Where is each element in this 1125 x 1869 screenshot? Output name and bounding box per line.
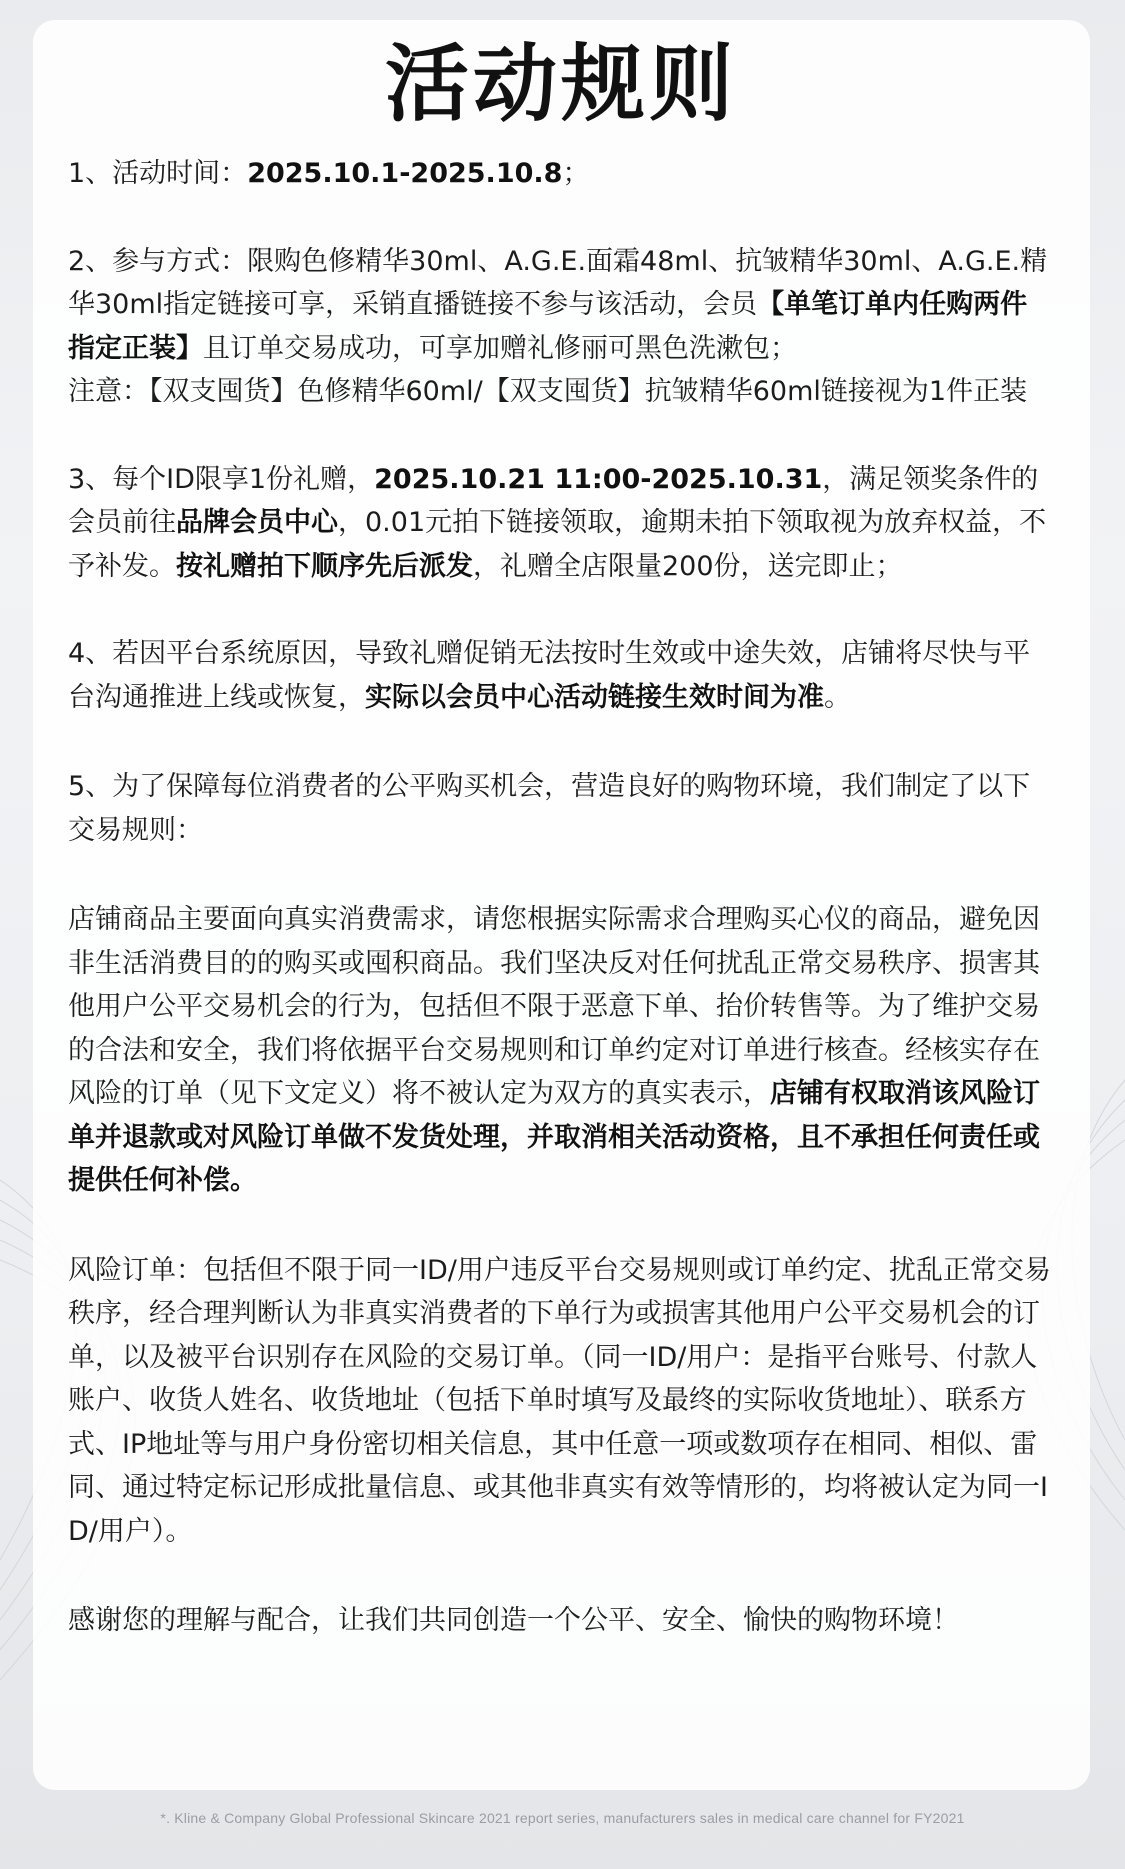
rule-4 — [68, 632, 1054, 719]
rule-4-bold-a: 实际以会员中心活动链接生效时间为准 — [365, 681, 824, 713]
thanks-message: 感谢您的理解与配合，让我们共同创造一个公平、安全、愉快的购物环境！ — [68, 1605, 959, 1636]
rule-1-prefix: 1、活动时间： — [68, 158, 248, 189]
rule-2 — [68, 240, 1054, 371]
trade-rules — [68, 898, 1054, 1203]
rule-3-bold-b: 品牌会员中心 — [176, 507, 338, 538]
rule-3-text-a: 3、每个ID限享1份礼赠， — [68, 463, 375, 495]
rule-5: 5、为了保障每位消费者的公平购买机会，营造良好的购物环境，我们制定了以下交易规则： — [68, 771, 1031, 846]
rule-1-suffix: ； — [562, 158, 590, 189]
rule-2-text-b: 且订单交易成功，可享加赠礼修丽可黑色洗漱包； — [203, 332, 797, 364]
rule-1-date: 2025.10.1-2025.10.8 — [247, 158, 563, 189]
rule-3-bold-a: 2025.10.21 11:00-2025.10.31 — [374, 463, 823, 495]
footnote: *. Kline & Company Global Professional Skincare 2021 report series, manufacturers sales in medical care channel for FY2021 — [160, 1810, 965, 1826]
risk-order-definition: 风险订单：包括但不限于同一ID/用户违反平台交易规则或订单约定、扰乱正常交易秩序，经合理判断认为非真实消费者的下单行为或损害其他用户公平交易机会的订单，以及被平台识别存在风险的交易订单。（同一ID/用户：是指平台账号、付款人账户、收货人姓名、收货地址（包括下单时填写及最终的实际收货地址）、联系方式、IP地址等与用户身份密切相关信息，其中任意一项或数项存在相同、相似、雷同、通过特定标记形成批量信息、或其他非真实有效等情形的，均将被认定为同一ID/用户）。 — [68, 1254, 1051, 1547]
rule-3 — [68, 458, 1054, 589]
rule-4-text-b: 。 — [824, 681, 851, 713]
trade-rules-bold: 店铺有权取消该风险订单并退款或对风险订单做不发货处理，并取消相关活动资格，且不承担任何责任或提供任何补偿。 — [68, 1078, 1040, 1196]
rule-2-bold-a: 【单笔订单内任购两件指定正装】 — [68, 289, 1028, 364]
rule-3-text-c: ，0.01元拍下链接领取，逾期未拍下领取视为放弃权益，不予补发。 — [68, 507, 1047, 582]
rule-3-bold-c: 按礼赠拍下顺序先后派发 — [176, 550, 473, 582]
rule-3-text-b: ，满足领奖条件的会员前往 — [68, 463, 1039, 538]
rule-2-note: 注意：【双支囤货】色修精华60ml/【双支囤货】抗皱精华60ml链接视为1件正装 — [68, 376, 1028, 407]
rules-body — [68, 152, 1054, 1643]
rule-4-text-a: 4、若因平台系统原因，导致礼赠促销无法按时生效或中途失效，店铺将尽快与平台沟通推进上线或恢复， — [68, 638, 1031, 713]
page-title: 活动规则 — [384, 35, 737, 133]
rules-card — [33, 20, 1090, 1790]
rule-1 — [68, 152, 1054, 196]
rule-3-text-d: ，礼赠全店限量200份，送完即止； — [473, 550, 903, 582]
rule-2-text-a: 2、参与方式：限购色修精华30ml、A.G.E.面霜48ml、抗皱精华30ml、A.G.E.精华30ml指定链接可享，采销直播链接不参与该活动，会员 — [68, 245, 1048, 320]
trade-rules-text: 店铺商品主要面向真实消费需求，请您根据实际需求合理购买心仪的商品，避免因非生活消费目的的购买或囤积商品。我们坚决反对任何扰乱正常交易秩序、损害其他用户公平交易机会的行为，包括但不限于恶意下单、抬价转售等。为了维护交易的合法和安全，我们将依据平台交易规则和订单约定对订单进行核查。经核实存在风险的订单（见下文定义）将不被认定为双方的真实表示， — [68, 904, 1040, 1109]
